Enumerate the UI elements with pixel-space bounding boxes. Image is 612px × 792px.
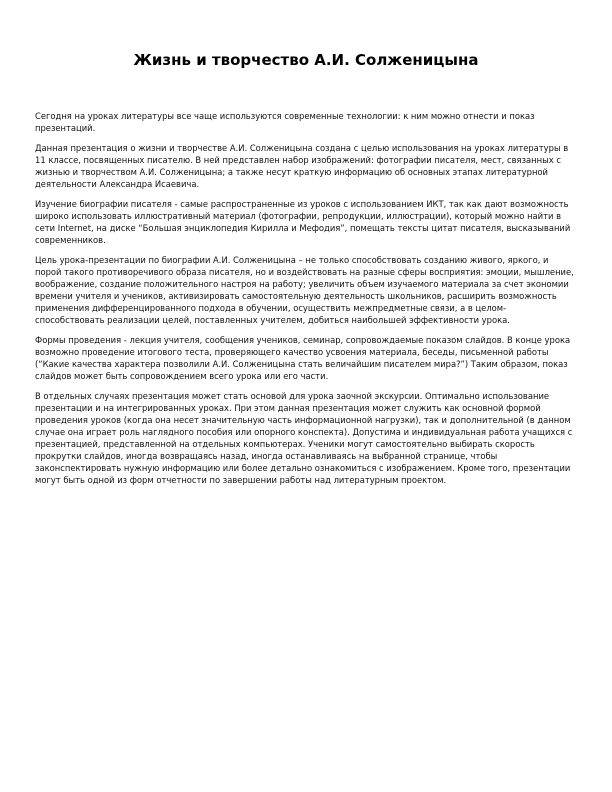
paragraph-usage-cases: В отдельных случаях презентация может стать основой для урока заочной экскурсии. Оптимально использование презентации и на интегрированных уроках. При этом данная презентация может служить как основной формой проведения уроков (когда она несет значительную часть информационной нагрузки), так и дополнительной (в данном случае она играет роль наглядного пособия или опорного конспекта). Допустима и индивидуальная работа учащихся с презентацией, представленной на отдельных компьютерах. Ученики могут самостоятельно выбирать скорость прокрутки слайдов, иногда возвращаясь назад, иногда останавливаясь на выбранной странице, чтобы законспектировать нужную информацию или более детально ознакомиться с изображением. Кроме того, презентации могут быть одной из форм отчетности по завершении работы над литературным проектом.: [35, 391, 573, 485]
document-body: [35, 110, 577, 494]
paragraph-biography-study: Изучение биографии писателя - самые распространенные из уроков с использованием ИКТ, так как дают возможность широко использовать иллюстративный материал (фотографии, репродукции, иллюстрации), который можно найти в сети Internet, на диске “Большая энциклопедия Кирилла и Мефодия”, помещать тексты цитат писателя, высказываний современников.: [35, 199, 571, 245]
paragraph-presentation-purpose: Данная презентация о жизни и творчестве А.И. Солженицына создана с целью использования на уроках литературы в 11 классе, посвященных писателю. В ней представлен набор изображений: фотографии писателя, мест, связанных с жизнью и творчеством А.И. Солженицына; а также несут краткую информацию об основных этапах литературной деятельности Александра Исаевича.: [35, 143, 569, 189]
paragraph-lesson-goal: Цель урока-презентации по биографии А.И. Солженицына – не только способствовать созданию живого, яркого, и порой такого противоречивого образа писателя, но и воздействовать на разные сферы восприятия: эмоции, мышление, воображение, создание положительного настроя на работу; увеличить объем изучаемого материала за счет экономии времени учителя и учеников, активизировать самостоятельную деятельность школьников, расширить возможность применения дифференцированного подхода в обучении, осуществить межпредметные связи, а в целом- способствовать реализации целей, поставленных учителем, добиться наибольшей эффективности урока.: [35, 255, 574, 325]
page-title: Жизнь и творчество А.И. Солженицына: [133, 51, 479, 69]
paragraph-intro: Сегодня на уроках литературы все чаще используются современные технологии: к ним можно отнести и показ презентаций.: [35, 111, 535, 133]
paragraph-lesson-forms: Формы проведения - лекция учителя, сообщения учеников, семинар, сопровождаемые показом слайдов. В конце урока возможно проведение итогового теста, проверяющего качество усвоения материала, беседы, письменной работы (“Какие качества характера позволили А.И. Солженицына стать величайшим писателем мира?”) Таким образом, показ слайдов может быть сопровождением всего урока или его части.: [35, 335, 571, 381]
